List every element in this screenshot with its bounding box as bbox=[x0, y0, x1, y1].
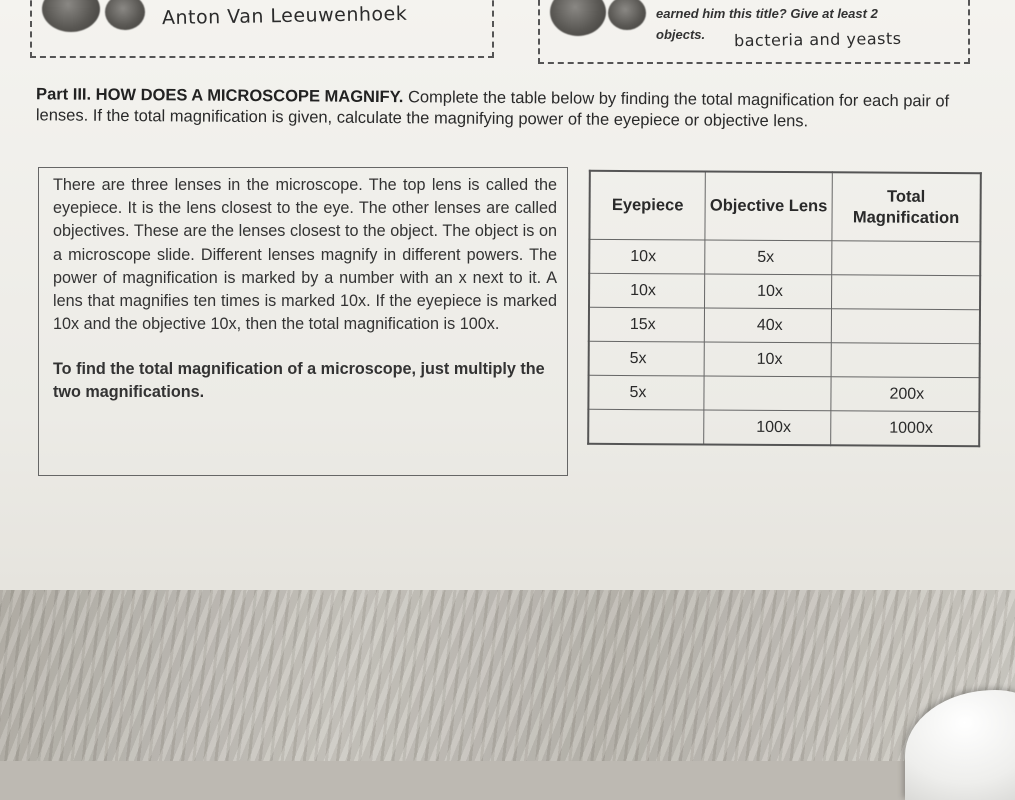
handwritten-answer-name: Anton Van Leeuwenhoek bbox=[161, 2, 408, 30]
part3-instructions bbox=[36, 84, 981, 133]
objective-cell: 100x bbox=[704, 410, 831, 445]
objective-cell[interactable] bbox=[704, 376, 831, 411]
header-objective-lens: Objective Lens bbox=[705, 172, 832, 241]
info-box bbox=[38, 167, 568, 476]
part3-directions: Complete the table below by finding the total magnification for each pair of lenses. If the total magnification is given, calculate the magnifying power of the eyepiece or objective lens. bbox=[35, 88, 950, 131]
eyepiece-cell: 10x bbox=[589, 239, 705, 274]
table-row bbox=[589, 307, 980, 343]
magnification-table bbox=[587, 170, 982, 447]
total-cell[interactable] bbox=[831, 343, 980, 378]
objective-cell: 10x bbox=[705, 274, 832, 309]
handwritten-answer-objects: bacteria and yeasts bbox=[733, 28, 902, 51]
total-cell[interactable] bbox=[831, 275, 980, 310]
table-row bbox=[588, 375, 979, 411]
eyepiece-cell: 5x bbox=[588, 375, 704, 410]
table-header-row bbox=[589, 171, 980, 242]
question-prompt-line1: earned him this title? Give at least 2 bbox=[656, 6, 878, 21]
floor-background bbox=[0, 590, 1015, 761]
header-total-magnification: Total Magnification bbox=[832, 172, 981, 241]
header-eyepiece: Eyepiece bbox=[589, 171, 705, 240]
eyepiece-cell[interactable] bbox=[588, 409, 704, 444]
part3-title: Part III. HOW DOES A MICROSCOPE MAGNIFY. bbox=[36, 85, 404, 107]
total-cell[interactable] bbox=[831, 309, 980, 344]
total-cell: 200x bbox=[831, 377, 980, 412]
eyepiece-cell: 5x bbox=[589, 341, 705, 376]
objective-cell: 40x bbox=[704, 308, 831, 343]
eyepiece-cell: 10x bbox=[589, 273, 705, 308]
info-tip: To find the total magnification of a microscope, just multiply the two magnifications. bbox=[53, 360, 545, 402]
table-row bbox=[588, 409, 979, 446]
table-row bbox=[589, 239, 980, 275]
info-text: There are three lenses in the microscope. The top lens is called the eyepiece. It is the lens closest to the eye. The other lenses are called objectives. These are the lenses closest to the object. The object is on a microscope slide. Different lenses magnify in different powers. The power of magnification is marked by a number with an x next to it. A lens that magnifies ten times is marked 10x. If the eyepiece is marked 10x and the objective 10x, then the total magnification is 100x. bbox=[53, 176, 557, 334]
eyepiece-cell: 15x bbox=[589, 307, 705, 342]
objective-cell: 10x bbox=[704, 342, 831, 377]
table-row bbox=[589, 341, 980, 377]
objective-cell: 5x bbox=[705, 240, 832, 275]
total-cell: 1000x bbox=[831, 411, 980, 446]
question-prompt-line2: objects. bbox=[656, 27, 706, 42]
table-row bbox=[589, 273, 980, 309]
total-cell[interactable] bbox=[832, 241, 981, 276]
